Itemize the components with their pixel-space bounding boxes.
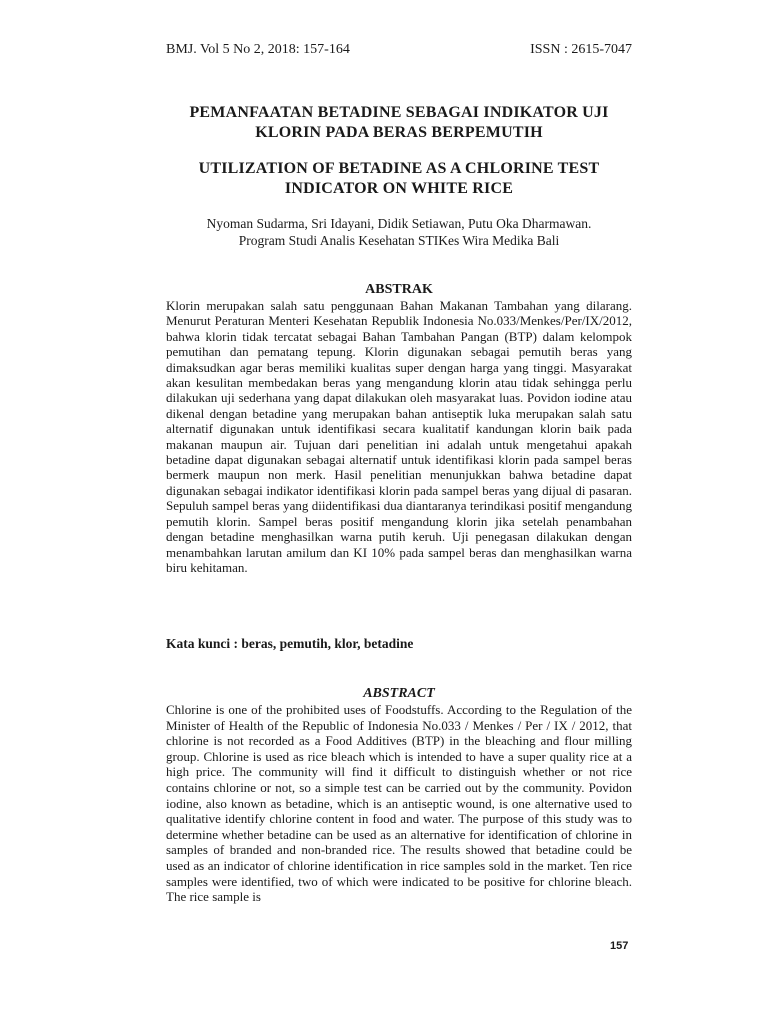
keywords: Kata kunci : beras, pemutih, klor, betadine bbox=[166, 636, 414, 651]
abstrak-section bbox=[166, 281, 632, 575]
issn-label: ISSN : 2615-7047 bbox=[530, 42, 632, 57]
journal-citation: BMJ. Vol 5 No 2, 2018: 157-164 bbox=[166, 42, 350, 57]
title-block bbox=[166, 103, 632, 249]
title-indonesian: PEMANFAATAN BETADINE SEBAGAI INDIKATOR UJI KLORIN PADA BERAS BERPEMUTIH bbox=[189, 104, 609, 141]
running-header bbox=[166, 42, 632, 62]
abstrak-text: Klorin merupakan salah satu penggunaan Bahan Makanan Tambahan yang dilarang. Menurut Peraturan Menteri Kesehatan Republik Indonesia No.033/Menkes/Per/IX/2012, bahwa klorin tidak tercatat sebagai Bahan Tambahan Pangan (BTP) dalam kelompok pemutihan dan pematang tepung. Klorin digunakan sebagai pemutih beras yang dimaksudkan agar beras memiliki kualitas super dengan harga yang tinggi. Masyarakat akan kesulitan membedakan beras yang mengandung klorin atau tidak sehingga perlu dilakukan uji sederhana yang dapat dilakukan oleh masyarakat luas. Povidon iodine atau dikenal dengan betadine yang merupakan bahan antiseptik luka merupakan salah satu alternatif digunakan untuk identifikasi secara kualitatif kandungan klorin baik pada makanan maupun air. Tujuan dari penelitian ini adalah untuk mengetahui apakah betadine dapat digunakan sebagai alternatif untuk identifikasi klorin pada sampel beras bermerk maupun non merk. Hasil penelitian menunjukkan bahwa betadine dapat digunakan sebagai indikator identifikasi klorin pada sampel beras yang dijual di pasaran. Sepuluh sampel beras yang diidentifikasi dua diantaranya terindikasi positif mengandung pemutih klorin. Sampel beras positif mengandung klorin jika setelah penambahan dengan betadine menghasilkan warna putih keruh. Uji penegasan dilakukan dengan menambahkan larutan amilum dan KI 10% pada sampel beras dan menghasilkan warna biru kehitaman. bbox=[166, 298, 632, 575]
abstract-section bbox=[166, 685, 632, 905]
author-list: Nyoman Sudarma, Sri Idayani, Didik Setiawan, Putu Oka Dharmawan. bbox=[206, 216, 592, 231]
authors bbox=[166, 215, 632, 249]
abstrak-heading: ABSTRAK bbox=[365, 282, 433, 297]
abstract-text: Chlorine is one of the prohibited uses of Foodstuffs. According to the Regulation of the Minister of Health of the Republic of Indonesia No.033 / Menkes / Per / IX / 2012, that chlorine is not recorded as a Food Additives (BTP) in the bleaching and flour milling group. Chlorine is used as rice bleach which is intended to have a super quality rice at a high price. The community will find it difficult to distinguish whether or not rice contains chlorine or not, so a simple test can be carried out by the community. Povidon iodine, also known as betadine, which is an antiseptic wound, is one alternative used to qualitative identify chlorine content in food and water. The purpose of this study was to determine whether betadine can be used as an alternative for identification of chlorine in samples of branded and non-branded rice. The results showed that betadine could be used as an indicator of chlorine identification in rice samples sold in the market. Ten rice samples were identified, two of which were indicated to be positive for chlorine bleach. The rice sample is bbox=[166, 702, 632, 905]
title-english: UTILIZATION OF BETADINE AS A CHLORINE TEST INDICATOR ON WHITE RICE bbox=[198, 160, 600, 197]
abstract-heading: ABSTRACT bbox=[363, 686, 435, 701]
page-number: 157 bbox=[610, 940, 629, 952]
affiliation: Program Studi Analis Kesehatan STIKes Wira Medika Bali bbox=[238, 233, 560, 248]
